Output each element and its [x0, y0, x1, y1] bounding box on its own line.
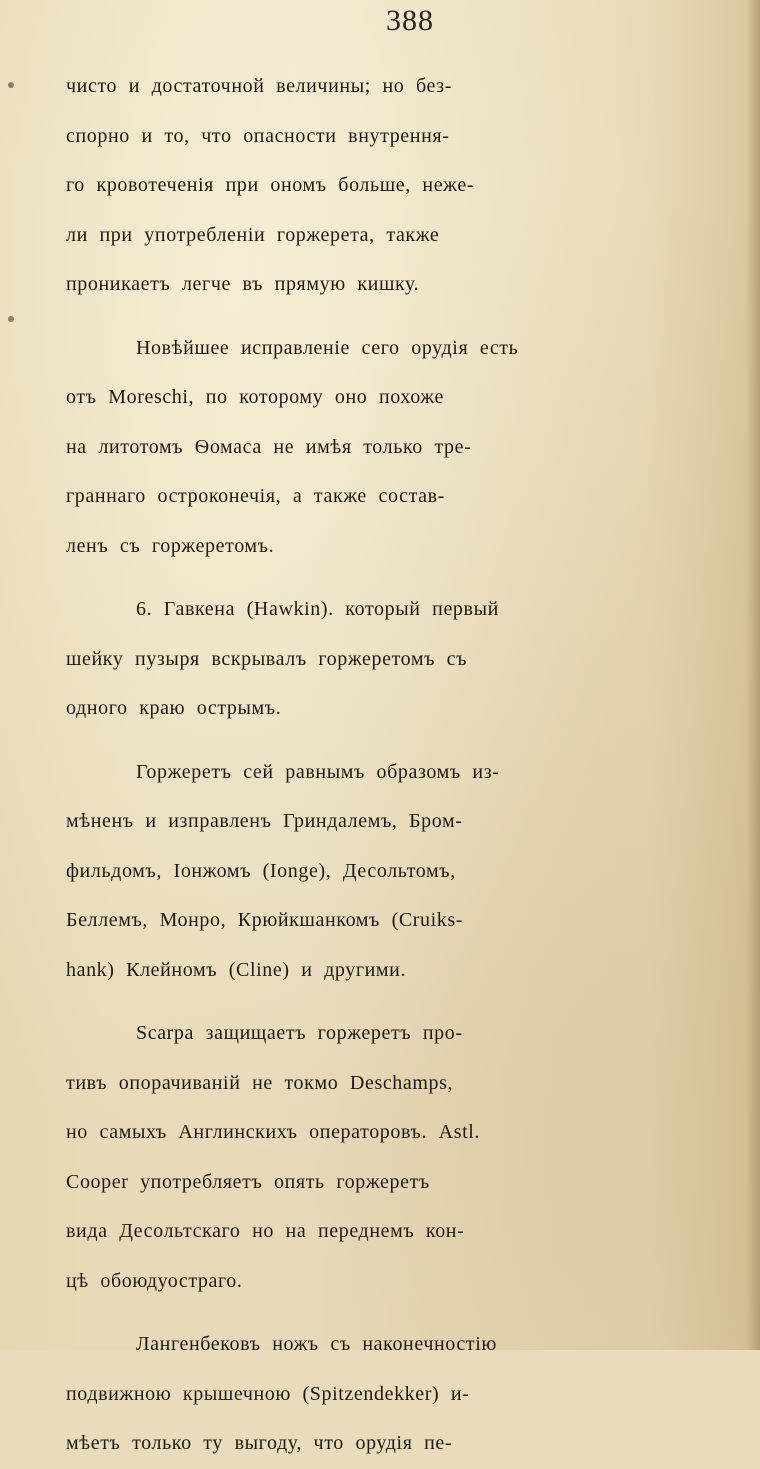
text-line: шейку пузыря вскрывалъ горжеретомъ съ — [66, 647, 468, 670]
paragraph-2 — [66, 324, 760, 572]
text-line: Горжеретъ сей равнымъ образомъ из- — [136, 760, 500, 783]
text-line: Лангенбековъ ножъ съ наконечностію — [136, 1333, 497, 1355]
paragraph-4 — [66, 748, 760, 996]
text-line: цѣ обоюдуостраго. — [66, 1269, 243, 1292]
text-line: ленъ съ горжеретомъ. — [66, 534, 275, 557]
text-line: тивъ опорачиваній не токмо Deschamps, — [66, 1071, 454, 1094]
page-number: 388 — [386, 4, 434, 37]
text-line: спорно и то, что опасности внутрення- — [66, 124, 450, 147]
text-line: отъ Moreschi, по которому оно похоже — [66, 386, 444, 408]
text-line: мѣненъ и изправленъ Гриндалемъ, Бром- — [66, 810, 463, 832]
paragraph-6 — [66, 1320, 760, 1469]
body-text — [66, 62, 760, 1469]
text-line: го кровотеченія при ономъ больше, неже- — [66, 174, 475, 196]
text-line: Новѣйшее исправленіе сего орудія есть — [136, 336, 519, 359]
text-line: но самыхъ Англинскихъ операторовъ. Astl. — [66, 1121, 481, 1143]
text-line: фильдомъ, Іонжомъ (Ionge), Десольтомъ, — [66, 859, 456, 882]
text-line: на литотомъ Ѳомаса не имѣя только тре- — [66, 435, 472, 458]
text-line: вида Десольтскаго но на переднемъ кон- — [66, 1220, 465, 1242]
text-line: Scarpa защищаетъ горжеретъ про- — [136, 1022, 463, 1044]
text-line: проникаетъ легче въ прямую кишку. — [66, 273, 420, 295]
text-line: Cooper употребляетъ опять горжеретъ — [66, 1170, 430, 1193]
text-line: чисто и достаточной величины; но без- — [66, 75, 452, 97]
text-line: подвижною крышечною (Spitzendekker) и- — [66, 1382, 470, 1405]
text-line: одного краю острымъ. — [66, 697, 282, 719]
text-line: граннаго остроконечія, а также состав- — [66, 485, 445, 507]
text-line: ли при употребленіи горжерета, также — [66, 223, 440, 246]
ink-speck — [8, 82, 14, 88]
paragraph-3 — [66, 585, 760, 734]
page-edge-shadow — [746, 0, 760, 1350]
paragraph-1 — [66, 62, 760, 310]
text-line: hank) Клейномъ (Cline) и другими. — [66, 958, 407, 981]
ink-speck — [8, 316, 14, 322]
paragraph-5 — [66, 1009, 760, 1306]
text-line: мѣетъ только ту выгоду, что орудія пе- — [66, 1432, 453, 1454]
text-line: Беллемъ, Монро, Крюйкшанкомъ (Cruiks- — [66, 909, 464, 931]
text-line: 6. Гавкена (Hawkin). который первый — [136, 598, 499, 620]
